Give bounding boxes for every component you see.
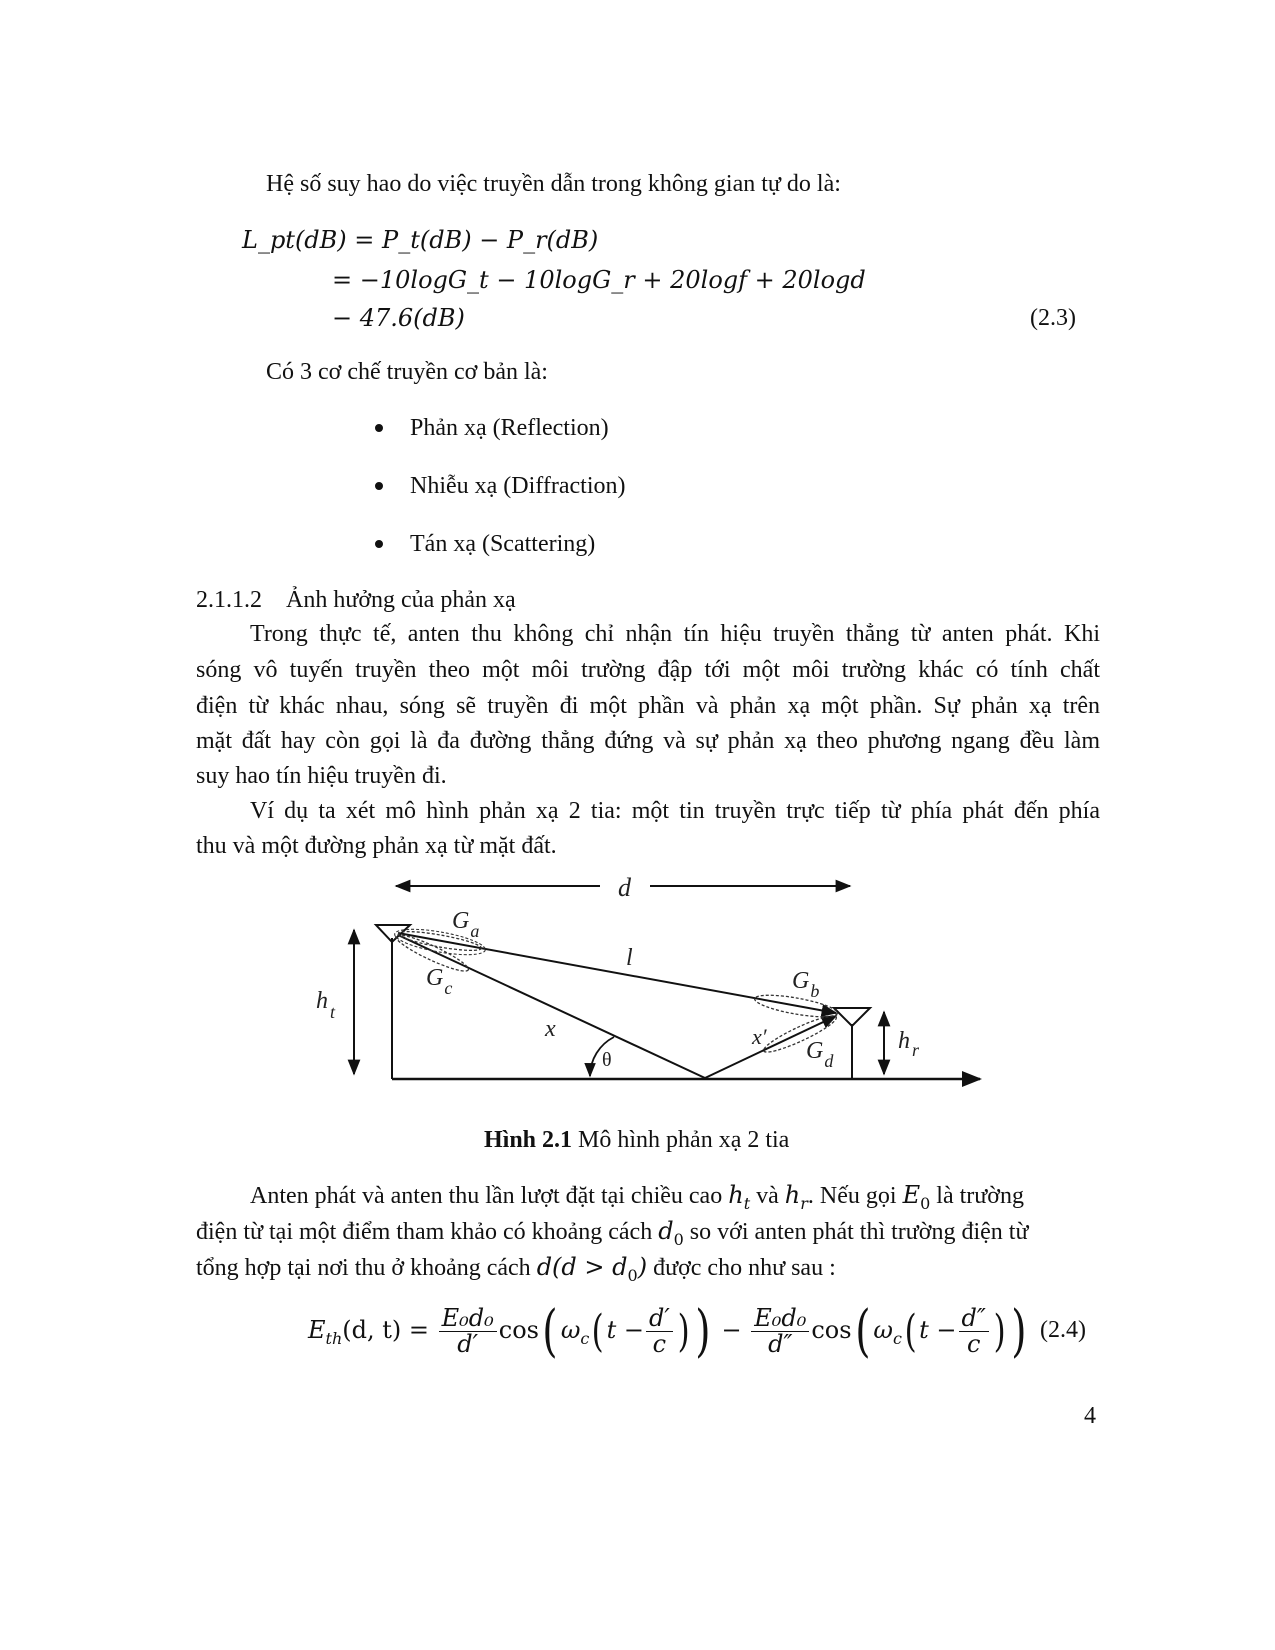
paragraph1-line: điện từ khác nhau, sóng sẽ truyền đi một phần và phản xạ một phần. Sự phản xạ trên [196,693,1100,719]
gd-label: $G_d$ [806,1038,834,1071]
direct-ray [398,933,836,1013]
bullet-icon [375,424,383,432]
rx-antenna-icon [834,1008,870,1026]
eq23-line3: − 47.6(dB) [332,304,465,332]
paragraph2-line: Ví dụ ta xét mô hình phản xạ 2 tia: một tin truyền trực tiếp từ phía phát đến phía [250,798,1100,824]
hr-label: h $_r$ [898,1028,920,1060]
eq24-number: (2.4) [1040,1317,1086,1343]
caption-bold: Hình 2.1 [484,1127,573,1153]
gb-label: $G_b$ [792,968,820,1001]
eq24-lhs: E [308,1316,326,1344]
eq23-line2: = −10logG_t − 10logG_r + 20logf + 20logd [332,266,866,294]
mechanisms-intro: Có 3 cơ chế truyền cơ bản là: [266,359,548,385]
bullet-icon [375,540,383,548]
intro-line: Hệ số suy hao do việc truyền dẫn trong không gian tự do là: [266,171,841,197]
eq23-number: (2.3) [1030,305,1076,331]
page-number: 4 [1084,1403,1096,1429]
paragraph2-line: thu và một đường phản xạ từ mặt đất. [196,833,557,859]
bullet-icon [375,482,383,490]
x-prime-label: x′ [752,1024,767,1049]
theta-label: θ [602,1049,612,1071]
figure-caption [484,1122,789,1158]
incident-ray [398,935,705,1078]
l-label: l [626,945,633,971]
ga-label: $G_a$ [452,908,480,941]
paragraph1-line: Trong thực tế, anten thu không chỉ nhận tín hiệu truyền thẳng từ anten phát. Khi [250,621,1100,647]
paragraph3-line2: điện từ tại một điểm tham khảo có khoảng cách $d_0$ so với anten phát thì trường điện từ [196,1217,1029,1249]
paragraph3-line3: tổng hợp tại nơi thu ở khoảng cách $d(d > d_0)$ được cho như sau : [196,1253,836,1285]
paragraph1-line: mặt đất hay còn gọi là đa đường thẳng đứng và sự phản xạ theo phương ngang đều làm [196,728,1100,754]
eq23-line1: L_pt(dB) = P_t(dB) − P_r(dB) [242,226,599,254]
paragraph1-line: sóng vô tuyến truyền theo một môi trường đập tới một môi trường khác có tính chất [196,657,1100,683]
paragraph3-line1: Anten phát và anten thu lần lượt đặt tại chiều cao $h_t$ và $h_r$. Nếu gọi $E_0$ là trường [250,1181,1024,1213]
paragraph1-line: suy hao tín hiệu truyền đi. [196,763,447,789]
section-title: Ảnh hưởng của phản xạ [286,587,516,613]
section-number: 2.1.1.2 [196,587,262,613]
mechanism-item: Phản xạ (Reflection) [410,415,609,441]
gc-label: $G_c$ [426,965,453,998]
x-label: x [545,1016,556,1042]
d-label: d [618,873,631,902]
mechanism-item: Tán xạ (Scattering) [410,531,596,557]
two-ray-diagram [300,868,1000,1098]
eq24: $E_{th}(d$, t) = $\frac{\text{E₀d₀}}{d'}$ cos( $\omega_c$( t − $\frac{d'}{c}$ ) ) − $\frac{\text{E₀d₀}}{d''}$ cos( $\omega_c$( t − $\frac{d''}{c}$ ) ) [308,1298,1027,1364]
caption-text: Mô hình phản xạ 2 tia [578,1127,790,1153]
mechanism-item: Nhiễu xạ (Diffraction) [410,473,626,499]
ht-label: h $_t$ [316,988,336,1022]
